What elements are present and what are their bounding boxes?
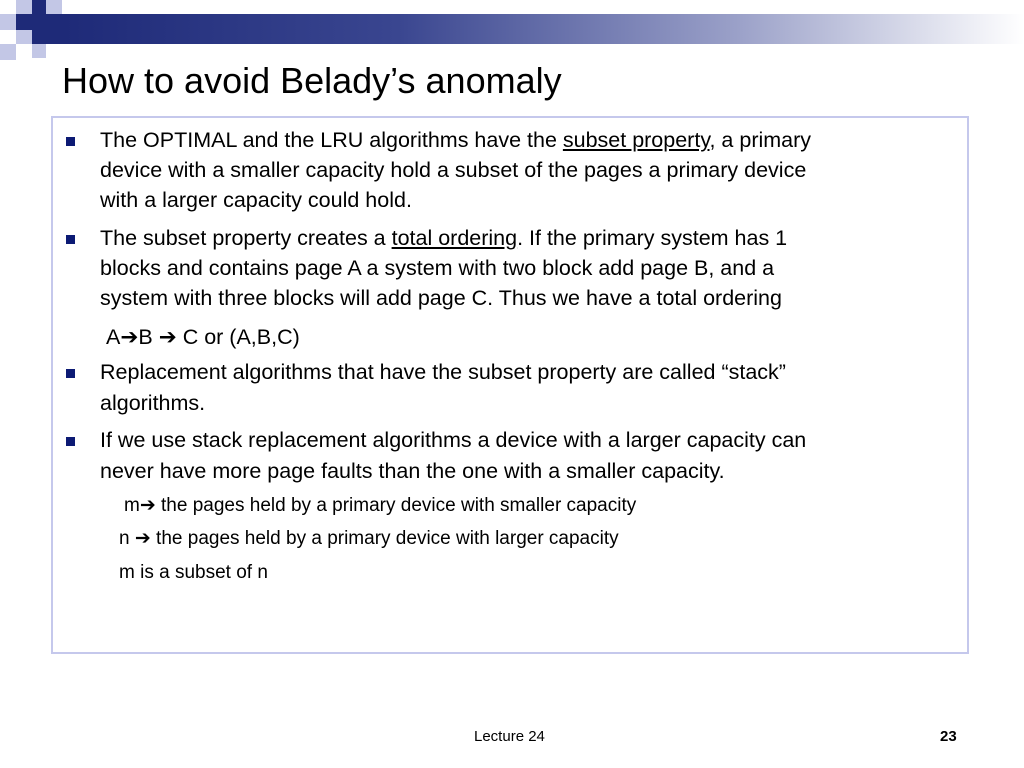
bullet-marker-1 [66, 137, 75, 146]
text: the pages held by a primary device with smaller capacity [155, 495, 637, 516]
text: B [138, 325, 153, 349]
bullet-1-line-3: with a larger capacity could hold. [100, 188, 412, 212]
text: n [119, 528, 135, 549]
deco-square-4 [0, 14, 16, 30]
text: A [106, 325, 121, 349]
slide-title: How to avoid Belady’s anomaly [62, 60, 562, 101]
bullet-marker-3 [66, 369, 75, 378]
deco-square-6 [46, 14, 62, 44]
deco-square-7 [16, 30, 32, 44]
footer-lecture: Lecture 24 [474, 728, 545, 745]
sub-note-n [119, 527, 619, 551]
bullet-4-line-2: never have more page faults than the one with a smaller capacity. [100, 459, 725, 483]
deco-square-2 [32, 0, 46, 14]
total-ordering-link: total ordering [391, 226, 518, 250]
ordering-line [106, 322, 966, 352]
arrow-icon: ➔ [134, 528, 151, 549]
deco-square-1 [16, 0, 32, 14]
deco-square-9 [0, 44, 16, 60]
bullet-marker-4 [66, 437, 75, 446]
arrow-icon: ➔ [120, 325, 139, 349]
bullet-marker-2 [66, 235, 75, 244]
text: The subset property creates a [100, 226, 392, 250]
bullet-1-line-2: device with a smaller capacity hold a subset of the pages a primary device [100, 158, 807, 182]
text: m [124, 495, 140, 516]
deco-square-8 [32, 30, 46, 44]
text: C or (A,B,C) [182, 325, 300, 349]
page-number: 23 [940, 728, 957, 745]
deco-square-10 [32, 44, 46, 58]
text: . If the primary system has 1 [517, 226, 788, 250]
arrow-icon: ➔ [139, 495, 156, 516]
bullet-2-line-2: blocks and contains page A a system with two block add page B, and a [100, 256, 775, 280]
deco-square-5 [16, 14, 46, 30]
subset-property-link: subset property [562, 128, 710, 152]
bullet-1-line-1 [100, 125, 960, 155]
header-gradient-bar [62, 14, 1024, 44]
bullet-3-line-1: Replacement algorithms that have the subset property are called “stack” [100, 360, 786, 384]
bullet-3-line-2: algorithms. [100, 391, 206, 415]
bullet-2-line-3: system with three blocks will add page C. Thus we have a total ordering [100, 286, 782, 310]
bullet-2-line-1 [100, 223, 960, 253]
bullet-4-line-1: If we use stack replacement algorithms a device with a larger capacity can [100, 428, 807, 452]
arrow-icon: ➔ [158, 325, 177, 349]
text: The OPTIMAL and the LRU algorithms have the [100, 128, 563, 152]
text: , a primary [709, 128, 812, 152]
deco-square-3 [46, 0, 62, 14]
sub-note-subset: m is a subset of n [119, 562, 268, 583]
sub-note-m [124, 494, 636, 518]
text: the pages held by a primary device with larger capacity [150, 528, 619, 549]
